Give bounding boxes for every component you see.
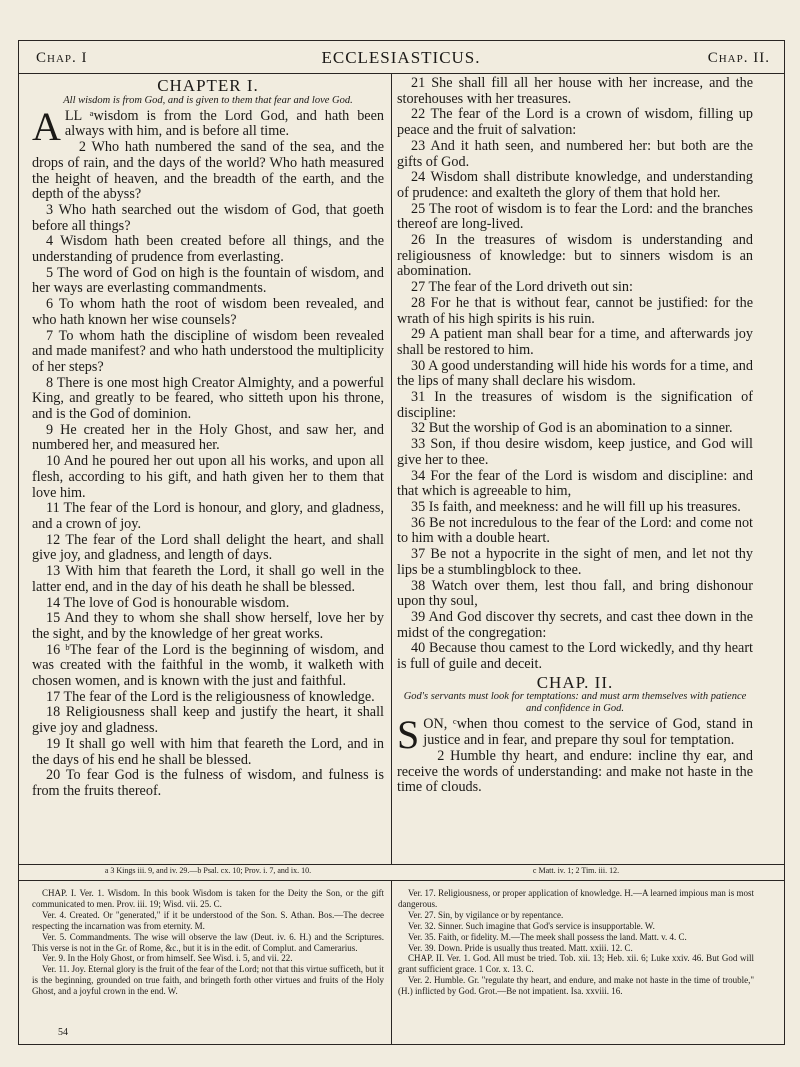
verse: 20 To fear God is the fulness of wisdom, and fulness is from the fruits thereof. [32,767,384,799]
commentary-note: Ver. 32. Sinner. Such imagine that God's service is insupportable. W. [408,920,655,931]
verse: 31 In the treasures of wisdom is the signification of discipline: [397,389,753,421]
verse: 7 To whom hath the discipline of wisdom been revealed and made manifest? and who hath understood the multiplicity of her steps? [32,327,384,375]
verse: 11 The fear of the Lord is honour, and glory, and gladness, and a crown of joy. [32,500,384,532]
verse: 27 The fear of the Lord driveth out sin: [411,279,633,296]
verse: 17 The fear of the Lord is the religiousness of knowledge. [46,688,375,705]
verse: 33 Son, if thou desire wisdom, keep justice, and God will give her to thee. [397,436,753,468]
notes-column-divider [391,880,392,1045]
verse: 16 ᵇThe fear of the Lord is the beginning of wisdom, and was created with the faithful in the womb, it walketh with chosen women, and is known with the just and faithful. [32,641,384,690]
verse: 36 Be not incredulous to the fear of the Lord: and come not to him with a double heart. [397,514,753,547]
verse: 19 It shall go well with him that feareth the Lord, and in the days of his end he shall be blessed. [32,735,384,768]
notes-top-rule [18,880,785,881]
verse: SON, ᶜwhen thou comest to the service of God, stand in justice and in fear, and prepare thy soul for temptation. [397,712,753,758]
verse: 12 The fear of the Lord shall delight the heart, and shall give joy, and gladness, and length of days. [32,531,384,564]
commentary-note: Ver. 35. Faith, or fidelity. M.—The meek shall possess the land. Matt. v. 4. C. [408,931,687,942]
verse: 13 With him that feareth the Lord, it shall go well in the latter end, and in the day of his death he shall be blessed. [32,563,384,595]
footnote-left: a 3 Kings iii. 9, and iv. 29.—b Psal. cx. 10; Prov. i. 7, and ix. 10. [104,866,312,875]
page-number: 54 [58,1027,68,1038]
footnote-right: c Matt. iv. 1; 2 Tim. iii. 12. [532,866,620,875]
verse: 30 A good understanding will hide his words for a time, and the lips of many shall declare his wisdom. [397,357,753,390]
verse: 18 Religiousness shall keep and justify the heart, it shall give joy and gladness. [32,704,384,737]
commentary-note: Ver. 9. In the Holy Ghost, or from himself. See Wisd. i. 5, and vii. 22. [42,953,293,964]
text-column-left [32,76,384,800]
column-divider [391,74,392,864]
verse: 10 And he poured her out upon all his works, and upon all flesh, according to his gift, and hath given her to them that love him. [32,453,384,501]
verse: 14 The love of God is honourable wisdom. [46,594,290,611]
commentary-note: Ver. 2. Humble. Gr. "regulate thy heart, and endure, and make not haste in the time of trouble," (H.) inflicted by God. Grot.—Be not impatient. Isa. xxviii. 16. [398,975,754,997]
verse: 15 And they to whom she shall show herself, love her by the sight, and by the knowledge of her great works. [32,610,384,642]
commentary-right [398,888,754,997]
verse: 38 Watch over them, lest thou fall, and bring dishonour upon thy soul, [397,577,753,610]
verse: 28 For he that is without fear, cannot be justified: for the wrath of his high spirits is his ruin. [397,294,753,327]
text-bottom-rule [18,864,785,865]
commentary-note: Ver. 5. Commandments. The wise will observe the law (Deut. iv. 6. H.) and the Scriptures. This verse is not in the Gr. of Rome, &c., but it is in the edit. of Complut. and Camerarius. [32,931,384,953]
verse: 26 In the treasures of wisdom is understanding and religiousness of knowledge: but to sinners wisdom is an abomination. [397,232,753,280]
verse: 34 For the fear of the Lord is wisdom and discipline: and that which is agreeable to him, [397,467,753,500]
header-chapter-right: Chap. II. [707,50,770,66]
verse: 8 There is one most high Creator Almighty, and a powerful King, and greatly to be feared, who sitteth upon his throne, and is the God of dominion. [32,374,384,423]
commentary-note: CHAP. II. Ver. 1. God. All must be tried. Tob. xii. 13; Heb. xii. 6; Luke xxiv. 46. But God will grant sufficient grace. 1 Cor. x. 13. C. [398,953,754,975]
verse: 9 He created her in the Holy Ghost, and saw her, and numbered her, and measured her. [32,421,384,454]
verse: 4 Wisdom hath been created before all things, and the understanding of prudence from everlasting. [32,233,384,266]
commentary-note: Ver. 39. Down. Pride is usually thus treated. Matt. xxiii. 12. C. [408,942,633,953]
verse: 25 The root of wisdom is to fear the Lord: and the branches thereof are long-lived. [397,200,753,233]
verse: 6 To whom hath the root of wisdom been revealed, and who hath known her wise counsels? [32,296,384,328]
commentary-note: Ver. 27. Sin, by vigilance or by repentance. [408,909,564,920]
verse: 5 The word of God on high is the fountain of wisdom, and her ways are everlasting commandments. [32,264,384,297]
commentary-note: Ver. 11. Joy. Eternal glory is the fruit of the fear of the Lord; not that this virtue sufficeth, but it is the beginning, grounded on true faith, and bringeth forth other virtues and fruits of the Holy Ghost, and a joyful crown in the end. W. [32,964,384,997]
text-column-right [397,76,753,796]
verse: 2 Who hath numbered the sand of the sea, and the drops of rain, and the days of the world? Who hath measured the height of heaven, and the breadth of the earth, and the depth of the abyss? [32,139,384,203]
drop-cap: S [397,712,420,758]
drop-cap: A [32,103,61,149]
verse: 39 And God discover thy secrets, and cast thee down in the midst of the congregation: [397,608,753,641]
header-chapter-left: Chap. I [36,50,88,66]
verse: 40 Because thou camest to the Lord wickedly, and thy heart is full of guile and deceit. [397,640,753,673]
commentary-note: Ver. 4. Created. Or "generated," if it be understood of the Son. S. Athan. Bos.—The decree respecting the incarnation was from eternity. M. [32,909,384,931]
verse: 35 Is faith, and meekness: and he will fill up his treasures. [411,498,741,515]
verse: 29 A patient man shall bear for a time, and afterwards joy shall be restored to him. [397,326,753,358]
commentary-note: CHAP. I. Ver. 1. Wisdom. In this book Wisdom is taken for the Deity the Son, or the gift communicated to men. Prov. iii. 19; Wisd. vii. 25. C. [32,888,384,909]
verse: 37 Be not a hypocrite in the sight of men, and let not thy lips be a stumblingblock to thee. [397,546,753,578]
verse: 22 The fear of the Lord is a crown of wisdom, filling up peace and the fruit of salvation: [397,106,753,139]
verse: 23 And it hath seen, and numbered her: but both are the gifts of God. [397,137,753,170]
verse: 2 Humble thy heart, and endure: incline thy ear, and receive the words of understanding: and make not haste in the time of clouds. [397,747,753,796]
chapter-1-heading: CHAPTER I. [157,76,259,95]
verse: ALL ᵃwisdom is from the Lord God, and hath been always with him, and is before all time. [32,103,384,149]
verse: 3 Who hath searched out the wisdom of God, that goeth before all things? [32,201,384,234]
chapter-1-summary: All wisdom is from God, and is given to them that fear and love God. [63,94,353,106]
commentary-note: Ver. 17. Religiousness, or proper application of knowledge. H.—A learned impious man is most dangerous. [398,888,754,909]
verse: 24 Wisdom shall distribute knowledge, and understanding of prudence: and exalteth the glory of them that hold her. [397,169,753,201]
header-book-title: ECCLESIASTICUS. [321,48,481,67]
chapter-2-summary: God's servants must look for temptations: and must arm themselves with patience and confidence in God. [403,691,747,715]
chapter-2-heading: CHAP. II. [536,672,614,692]
verse: 32 But the worship of God is an abomination to a sinner. [411,420,733,437]
commentary-left [32,888,384,997]
running-header [20,44,782,74]
verse: 21 She shall fill all her house with her increase, and the storehouses with her treasures. [397,75,753,107]
header-rule [18,73,785,74]
